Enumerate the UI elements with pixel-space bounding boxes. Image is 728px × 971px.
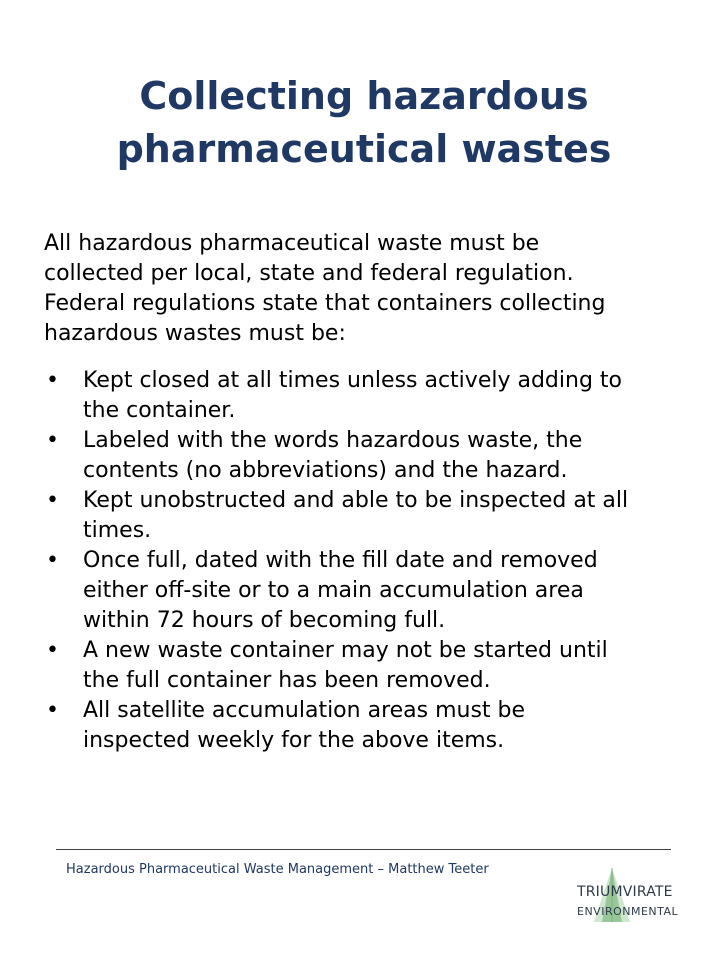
logo-line-2: ENVIRONMENTAL	[577, 905, 679, 918]
bullet-icon: •	[46, 488, 59, 513]
bullet-line: All satellite accumulation areas must be	[83, 698, 526, 723]
intro-paragraph	[44, 229, 704, 349]
bullet-line: Kept unobstructed and able to be inspected at all	[83, 488, 629, 513]
footer-divider	[56, 849, 671, 850]
intro-line: hazardous wastes must be:	[44, 321, 346, 346]
logo-line-1: TRIUMVIRATE	[577, 884, 673, 900]
bullet-item	[44, 366, 704, 426]
bullet-item	[44, 426, 704, 486]
title-line: pharmaceutical wastes	[116, 127, 612, 171]
bullet-icon: •	[46, 428, 59, 453]
intro-line: Federal regulations state that containers collecting	[44, 291, 606, 316]
bullet-line: Kept closed at all times unless actively adding to	[83, 368, 622, 393]
bullet-line: contents (no abbreviations) and the hazard.	[83, 458, 568, 483]
logo-wordmark	[577, 883, 678, 921]
slide-title	[0, 70, 728, 176]
title-line: Collecting hazardous	[139, 74, 589, 118]
slide-body	[44, 229, 704, 756]
bullet-line: Once full, dated with the fill date and removed	[83, 548, 598, 573]
bullet-icon: •	[46, 638, 59, 663]
company-logo	[565, 866, 680, 924]
bullet-line: Labeled with the words hazardous waste, the	[83, 428, 583, 453]
intro-line: collected per local, state and federal regulation.	[44, 261, 574, 286]
bullet-item	[44, 696, 704, 756]
bullet-item	[44, 486, 704, 546]
bullet-icon: •	[46, 698, 59, 723]
footer-text: Hazardous Pharmaceutical Waste Management – Matthew Teeter	[66, 862, 489, 877]
bullet-icon: •	[46, 548, 59, 573]
bullet-line: the full container has been removed.	[83, 668, 491, 693]
bullet-item	[44, 546, 704, 636]
bullet-line: either off-site or to a main accumulation area	[83, 578, 584, 603]
bullet-line: inspected weekly for the above items.	[83, 728, 505, 753]
bullet-line: the container.	[83, 398, 236, 423]
bullet-line: A new waste container may not be started until	[83, 638, 608, 663]
bullet-line: within 72 hours of becoming full.	[83, 608, 446, 633]
intro-line: All hazardous pharmaceutical waste must be	[44, 231, 540, 256]
bullet-icon: •	[46, 368, 59, 393]
bullet-list	[44, 366, 704, 756]
bullet-item	[44, 636, 704, 696]
bullet-line: times.	[83, 518, 152, 543]
